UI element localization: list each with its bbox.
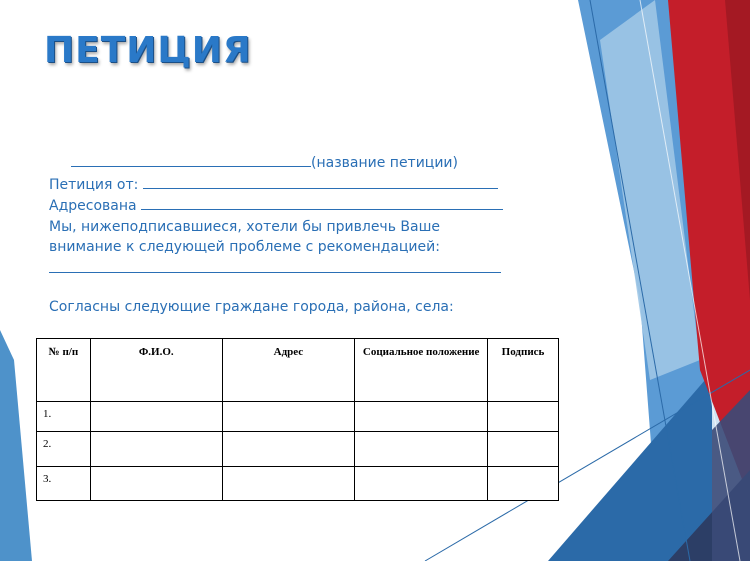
petition-from-line — [49, 174, 569, 196]
right-dark-blue-triangle — [548, 372, 712, 561]
header-number: № п/п — [37, 339, 91, 402]
cell-full-name[interactable] — [90, 467, 222, 501]
header-social-status: Социальное положение — [355, 339, 488, 402]
addressed-label: Адресована — [49, 198, 137, 214]
agreement-line: Согласны следующие граждане города, района, села: — [49, 299, 454, 315]
table-row — [37, 432, 559, 467]
header-signature: Подпись — [488, 339, 559, 402]
cell-full-name[interactable] — [90, 402, 222, 432]
cell-full-name[interactable] — [90, 432, 222, 467]
problem-blank — [49, 258, 501, 273]
cell-social-status[interactable] — [355, 432, 488, 467]
table-row — [37, 467, 559, 501]
header-address: Адрес — [222, 339, 355, 402]
cell-social-status[interactable] — [355, 402, 488, 432]
left-edge-shape — [0, 330, 32, 561]
row-number: 3. — [37, 467, 91, 501]
addressed-line — [49, 195, 569, 217]
row-number: 2. — [37, 432, 91, 467]
appeal-line-2: внимание к следующей проблеме с рекомендацией: — [49, 239, 440, 255]
cell-signature[interactable] — [488, 402, 559, 432]
cell-address[interactable] — [222, 467, 355, 501]
cell-signature[interactable] — [488, 467, 559, 501]
petition-text — [49, 152, 569, 318]
appeal-line-1: Мы, нижеподписавшиеся, хотели бы привлечь Ваше — [49, 218, 441, 235]
petition-from-label: Петиция от: — [49, 176, 139, 193]
spacer — [49, 279, 569, 297]
petition-name-blank — [71, 152, 311, 167]
header-full-name: Ф.И.О. — [90, 339, 222, 402]
addressed-blank — [141, 195, 503, 210]
table-row — [37, 402, 559, 432]
page-title: ПЕТИЦИЯ — [44, 30, 252, 71]
cell-address[interactable] — [222, 402, 355, 432]
table-header-row — [37, 339, 559, 402]
problem-line — [49, 258, 569, 280]
cell-address[interactable] — [222, 432, 355, 467]
row-number: 1. — [37, 402, 91, 432]
petition-name-line — [49, 152, 569, 174]
cell-social-status[interactable] — [355, 467, 488, 501]
cell-signature[interactable] — [488, 432, 559, 467]
petition-from-blank — [143, 174, 498, 189]
signers-table — [36, 338, 559, 501]
petition-name-label: (название петиции) — [311, 155, 458, 171]
